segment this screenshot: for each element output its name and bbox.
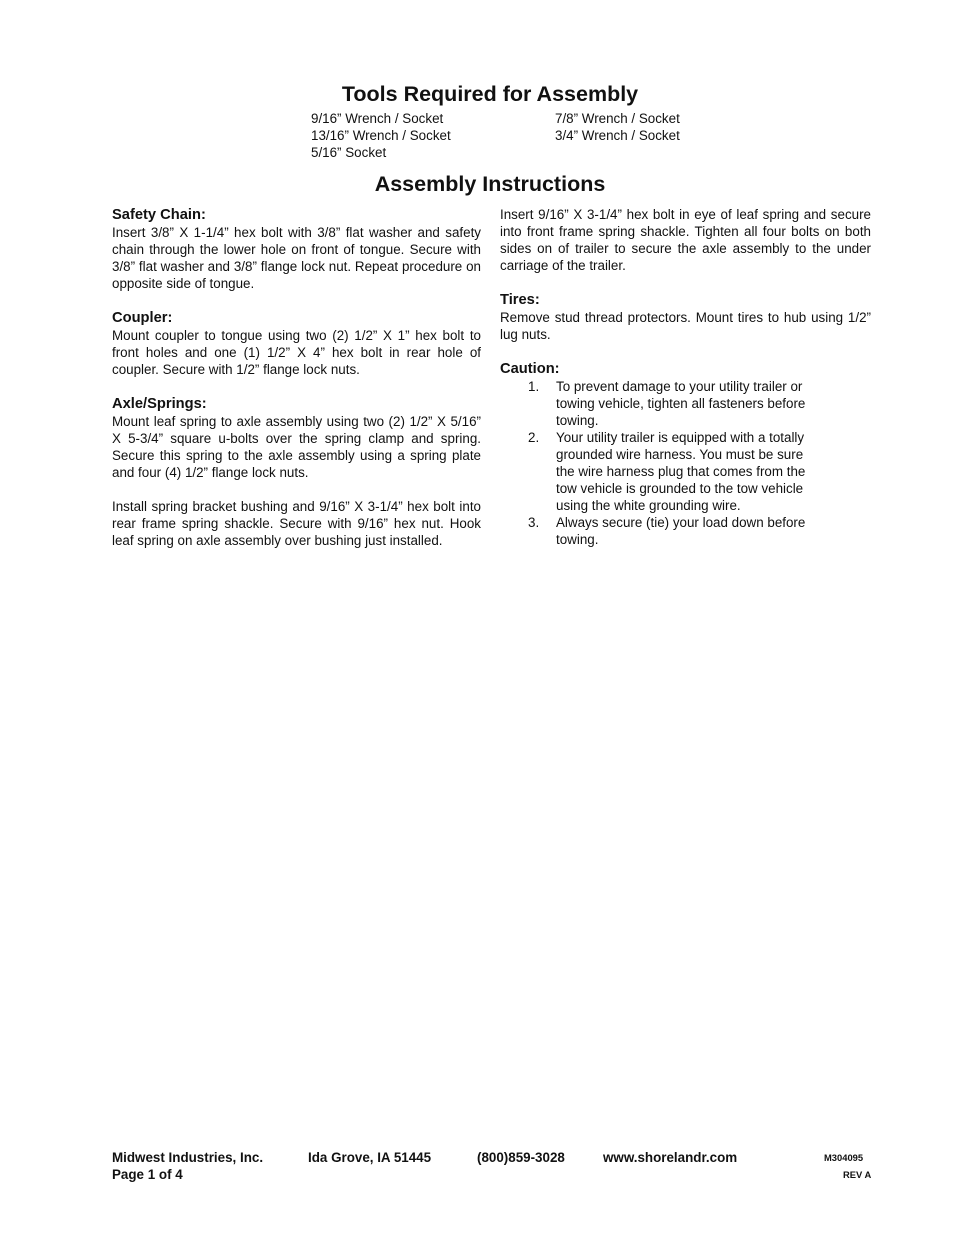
coupler-heading: Coupler: [112, 310, 173, 326]
tool-item: 3/4” Wrench / Socket [555, 128, 680, 143]
footer-phone: (800)859-3028 [477, 1150, 565, 1165]
footer-website: www.shorelandr.com [603, 1150, 738, 1165]
tool-item: 5/16” Socket [311, 145, 387, 160]
instructions-right-column [500, 206, 871, 548]
coupler-text: Mount coupler to tongue using two (2) 1/2” X 1” hex bolt to front holes and one (1) 1/2” X 4” hex bolt in rear hole of coupler. Secure with 1/2” flange lock nuts. [112, 328, 481, 377]
assembly-title: Assembly Instructions [374, 172, 606, 196]
safety-chain-text: Insert 3/8” X 1-1/4” hex bolt with 3/8” flat washer and safety chain through the lower hole on front of tongue. Secure with 3/8” flat washer and 3/8” flange lock nut. Repeat procedure on opposite side of tongue. [112, 225, 481, 291]
axle-springs-text: Mount leaf spring to axle assembly using two (2) 1/2” X 5/16” X 5-3/4” square u-bolts over the spring clamp and spring. Secure this spring to the axle assembly using a spring plate and four (4) 1/2” flange lock nuts. [112, 414, 481, 480]
list-item [500, 514, 871, 548]
tool-item: 7/8” Wrench / Socket [555, 111, 680, 126]
axle-springs-text-continued: Install spring bracket bushing and 9/16” X 3-1/4” hex bolt into rear frame spring shackle. Secure with 9/16” hex nut. Hook leaf spring on axle assembly over bushing just installed. [112, 499, 481, 548]
tools-list-left [311, 110, 451, 161]
list-item-number: 3. [528, 515, 540, 530]
tires-heading: Tires: [500, 292, 540, 308]
footer-revision: REV A [843, 1169, 872, 1180]
list-item-text: Your utility trailer is equipped with a totally grounded wire harness. You must be sure the wire harness plug that comes from the tow vehicle is grounded to the tow vehicle using the white grounding wire. [556, 430, 806, 513]
tools-list-right [555, 110, 680, 144]
axle-springs-text-final: Insert 9/16” X 3-1/4” hex bolt in eye of leaf spring and secure into front frame spring shackle. Tighten all four bolts on both sides on of trailer to secure the axle assembly to the under carriage of the trailer. [500, 207, 871, 273]
list-item-number: 1. [528, 379, 540, 394]
list-item-text: To prevent damage to your utility trailer or towing vehicle, tighten all fasteners before towing. [556, 379, 806, 428]
instructions-left-column [112, 206, 481, 549]
footer-company: Midwest Industries, Inc. [112, 1150, 264, 1165]
caution-heading: Caution: [500, 361, 560, 377]
list-item [500, 378, 871, 429]
footer-doc-number: M304095 [824, 1152, 864, 1163]
axle-springs-heading: Axle/Springs: [112, 396, 207, 412]
list-item-text: Always secure (tie) your load down before towing. [556, 515, 806, 547]
tool-item: 13/16” Wrench / Socket [311, 128, 451, 143]
footer-page-number: Page 1 of 4 [112, 1167, 183, 1182]
tires-text: Remove stud thread protectors. Mount tires to hub using 1/2” lug nuts. [500, 310, 871, 342]
safety-chain-heading: Safety Chain: [112, 207, 206, 223]
footer-left [112, 1149, 263, 1183]
footer-location: Ida Grove, IA 51445 [308, 1150, 432, 1165]
list-item-number: 2. [528, 430, 540, 445]
caution-list [500, 378, 871, 548]
tools-title: Tools Required for Assembly [341, 82, 639, 106]
list-item [500, 429, 871, 514]
tool-item: 9/16” Wrench / Socket [311, 111, 444, 126]
